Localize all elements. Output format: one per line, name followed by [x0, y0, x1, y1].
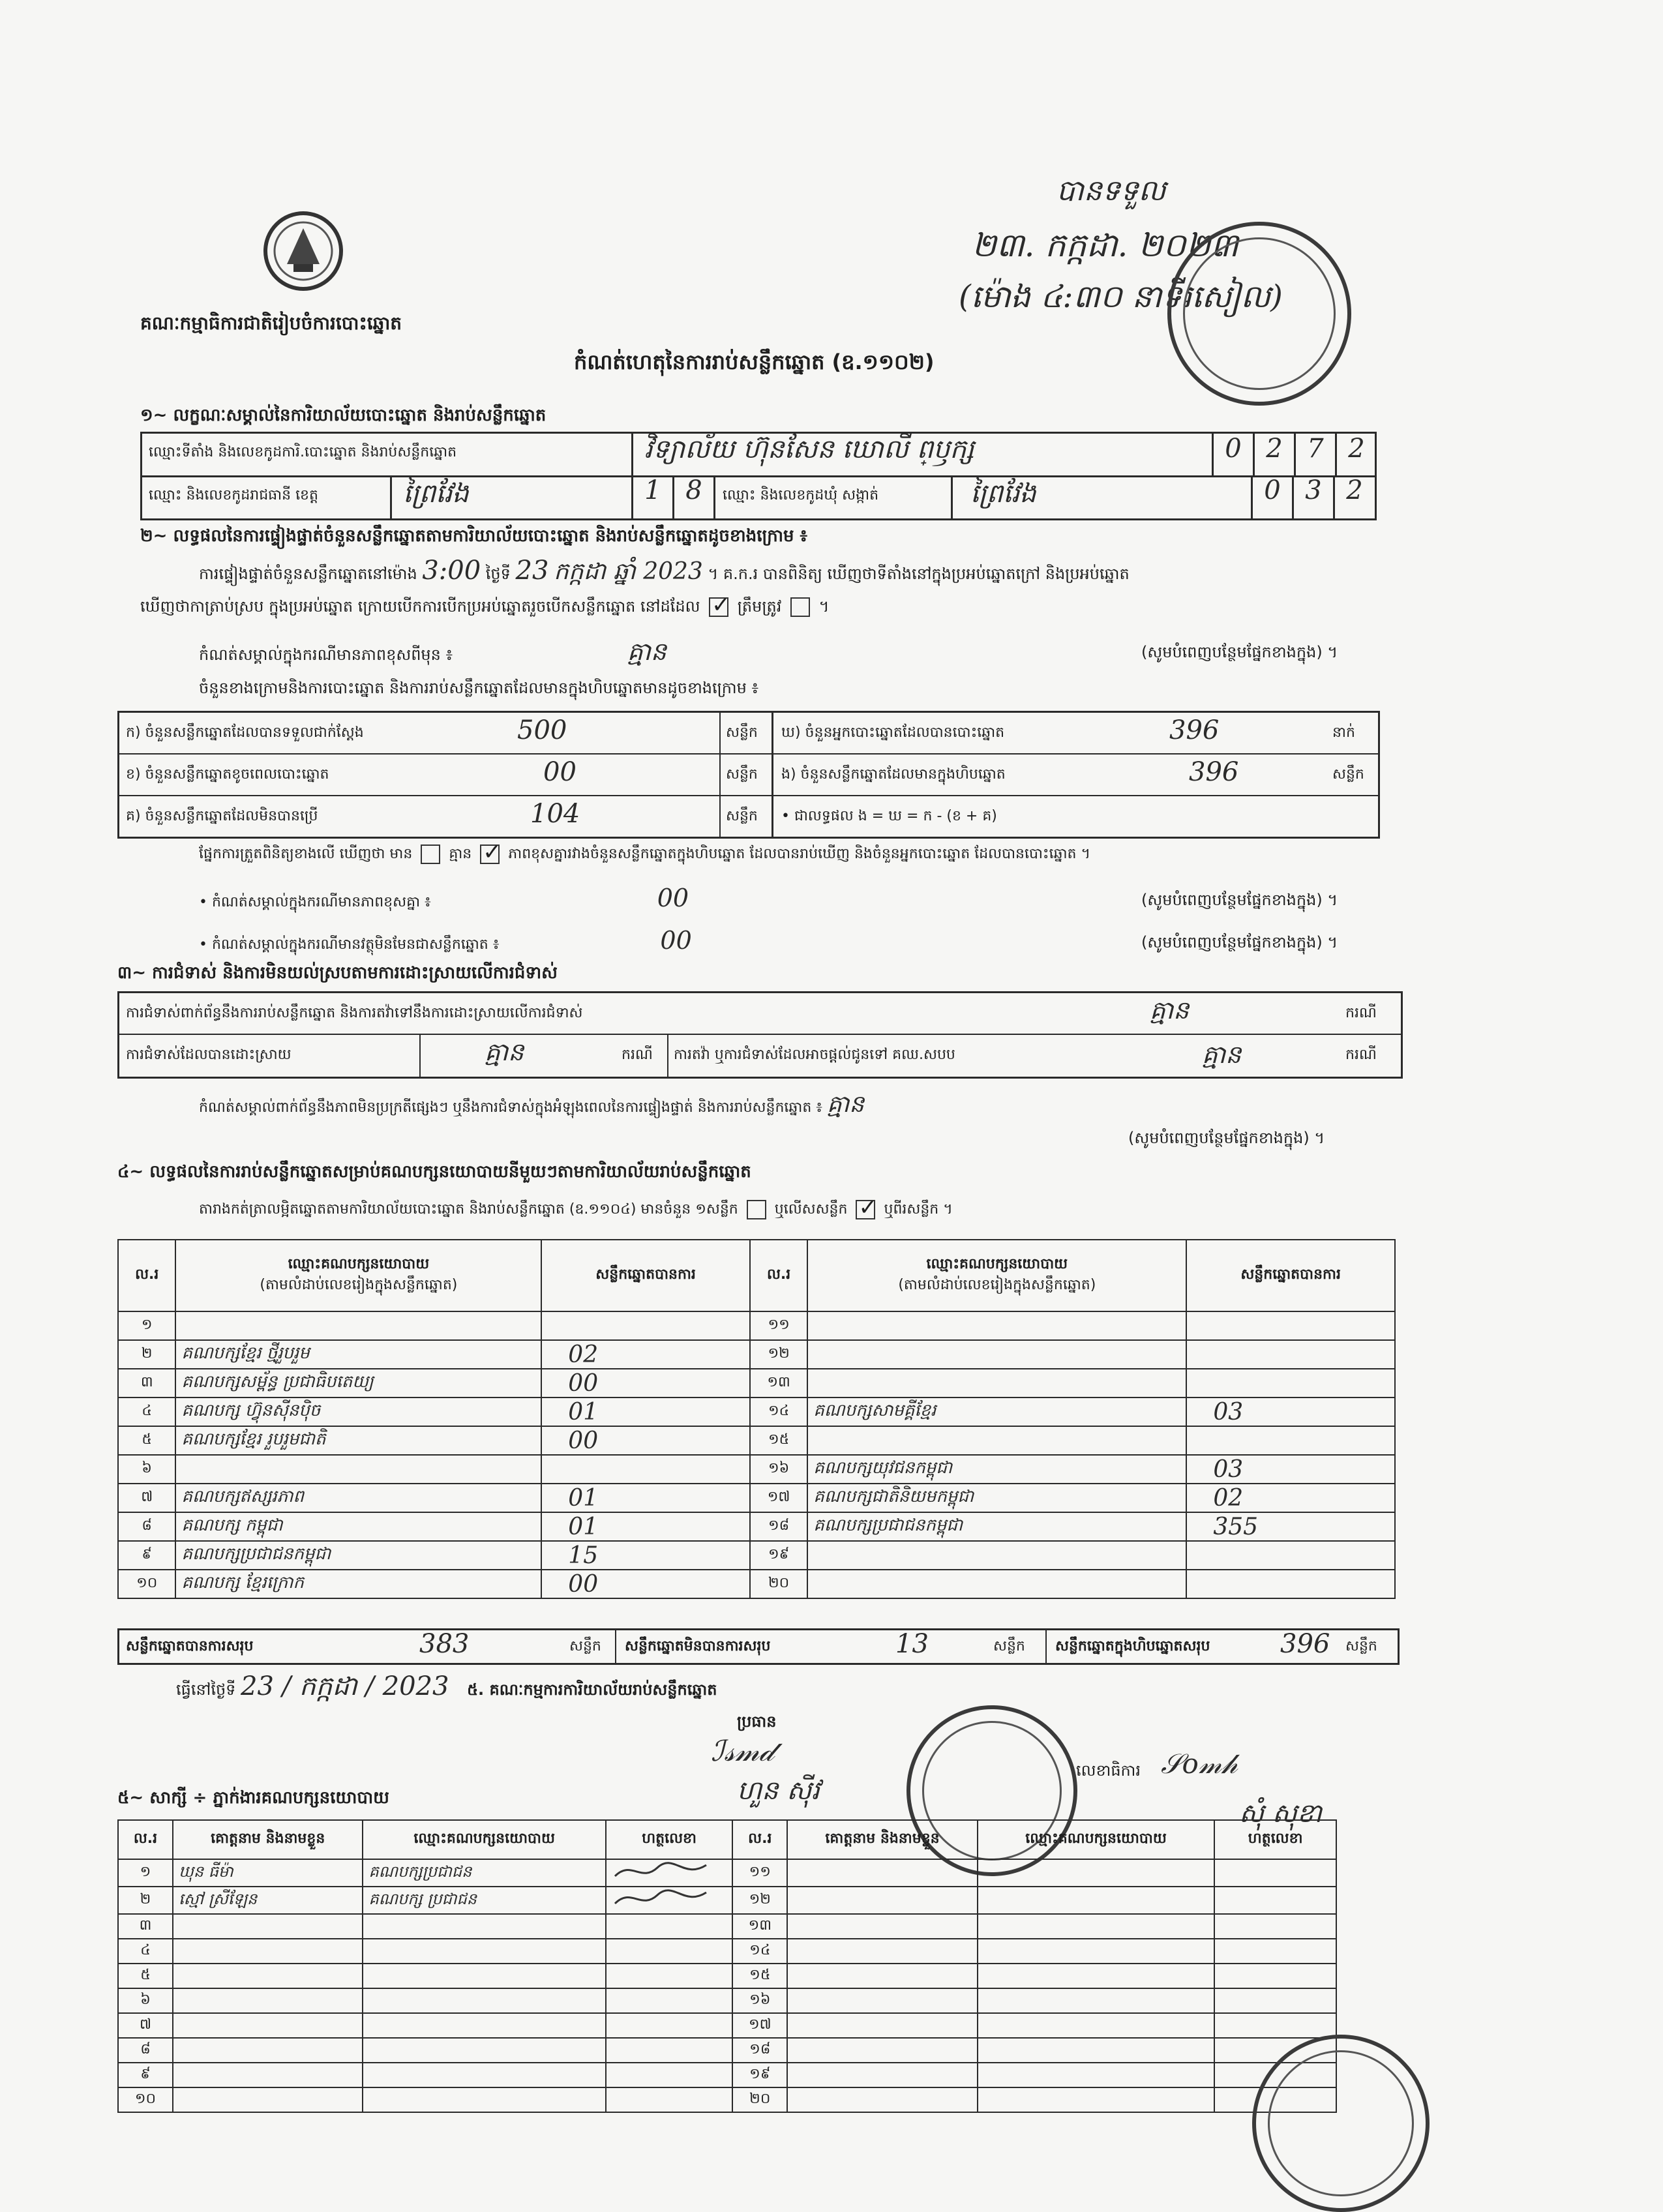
result-no: ៨ — [118, 1512, 175, 1541]
total-box-label: សន្លឹកឆ្នោតក្នុងហិបឆ្នោតសរុប — [1055, 1638, 1210, 1654]
col-party-right: ឈ្មោះគណបក្សនយោបាយ (តាមលំដាប់លេខរៀងក្នុងសន្លឹកឆ្នោត) — [807, 1240, 1186, 1311]
result-no: ១០ — [118, 1570, 175, 1598]
result-votes: 01 — [541, 1484, 750, 1512]
irregularity-note-value: គ្មាន — [826, 1091, 865, 1118]
table-row — [118, 1939, 1336, 1964]
result-no: ១៩ — [750, 1541, 807, 1570]
table-row — [118, 1426, 1395, 1455]
unused-ballots-value: 104 — [530, 799, 580, 829]
witness-signature — [606, 1859, 732, 1887]
witness-name — [787, 1939, 977, 1964]
result-votes: 355 — [1186, 1512, 1395, 1541]
forwarded-value: គ្មាន — [1202, 1040, 1242, 1069]
changed-checkbox[interactable] — [790, 597, 810, 617]
irregularity-note-suffix: (សូមបំពេញបន្ថែមផ្នែកខាងក្នុង) ។ — [1128, 1129, 1325, 1147]
witness-no: ១៣ — [732, 1914, 787, 1939]
result-no: ១ — [118, 1311, 175, 1340]
table-row — [118, 1988, 1336, 2013]
witness-name — [173, 1914, 363, 1939]
witness-col-sign-right: ហត្ថលេខា — [1214, 1820, 1336, 1859]
result-party — [807, 1541, 1186, 1570]
detail-sheet-line: តារាងកត់ត្រាលម្អិតឆ្នោតតាមការិយាល័យបោះឆ្នោត និងរាប់សន្លឹកឆ្នោត (ឧ.១១០៤) មានចំនួន ១សន្លឹក ឬលើសសន្លឹក ✓ ឬពីរសន្លឹក ។ — [199, 1200, 953, 1221]
nec-logo — [261, 202, 346, 300]
totals-row — [117, 1628, 1400, 1665]
witness-party — [363, 1939, 605, 1964]
date-line: ធ្វើនៅថ្ងៃទី 23 / កក្កដា / 2023 ៥. គណៈកម្មការការិយាល័យរាប់សន្លឹកឆ្នោត — [176, 1671, 717, 1701]
commune-code-1: 0 — [1251, 475, 1292, 518]
diff-note-line: • កំណត់សម្គាល់ក្នុងករណីមានភាពខុសគ្នា ៖ 00 — [199, 884, 689, 912]
result-party — [807, 1570, 1186, 1598]
result-no: ១៧ — [750, 1484, 807, 1512]
total-valid-label: សន្លឹកឆ្នោតបានការសរុប — [126, 1638, 254, 1654]
difference-note-value: គ្មាន — [627, 637, 667, 666]
result-votes — [1186, 1426, 1395, 1455]
verification-day: 23 — [515, 556, 549, 586]
result-votes: 03 — [1186, 1455, 1395, 1484]
table-row — [118, 1512, 1395, 1541]
result-votes: 01 — [541, 1397, 750, 1426]
irregularity-note-line: កំណត់សម្គាល់ពាក់ព័ន្ធនឹងភាពមិនប្រក្រតីផ្សេងៗ ឬនឹងការជំទាស់ក្នុងអំឡុងពេលនៃការផ្ទៀងផ្ទាត់ និងការរាប់សន្លឹកឆ្នោត ៖ គ្មាន — [199, 1091, 865, 1118]
witness-party — [978, 1964, 1215, 1988]
official-stamp-bottom — [1252, 2035, 1430, 2212]
found-note-value: 00 — [660, 926, 692, 955]
unused-ballots-label: គ) ចំនួនសន្លឹកឆ្នោតដែលមិនបានប្រើ — [126, 808, 318, 824]
forwarded-cases: ករណី — [1345, 1047, 1377, 1063]
received-time: (ម៉ោង ៤:៣០ នាទីរសៀល) — [959, 278, 1283, 315]
witness-no: ១៧ — [732, 2013, 787, 2038]
verification-line-2: ឃើញថាកាត្រាប់ស្រប ក្នុងប្រអប់ឆ្នោត ក្រោយបើកការបើកប្រអប់ឆ្នោតរួចបើកសន្លឹកឆ្នោត នៅដដែល ✓ ត្រឹមត្រូវ ។ — [140, 597, 829, 620]
table-row — [118, 1914, 1336, 1939]
chair-signature: ℐ𝓈𝓂𝒹 — [711, 1735, 774, 1768]
witness-no: ៤ — [118, 1939, 173, 1964]
result-votes: 15 — [541, 1541, 750, 1570]
result-no: ១៦ — [750, 1455, 807, 1484]
witness-party — [978, 2063, 1215, 2087]
ballots-in-box-unit: សន្លឹក — [1332, 766, 1364, 783]
witness-col-no-right: ល.រ — [732, 1820, 787, 1859]
result-no: ១២ — [750, 1340, 807, 1369]
witness-no: ១៥ — [732, 1964, 787, 1988]
table-row — [118, 1311, 1395, 1340]
witness-signature — [606, 1914, 732, 1939]
resolved-label: ការជំទាស់ដែលបានដោះស្រាយ — [126, 1047, 292, 1063]
result-party: គណបក្សឥស្សរភាព — [175, 1484, 541, 1512]
formula: • ជាលទ្ធផល ង = ឃ = ក - (ខ + គ) — [781, 808, 997, 824]
result-party: គណបក្សខ្មែរ រួបរួមជាតិ — [175, 1426, 541, 1455]
witness-table — [117, 1819, 1337, 2113]
witness-signature — [1214, 2013, 1336, 2038]
result-party — [807, 1426, 1186, 1455]
witness-signature — [1214, 1988, 1336, 2013]
witness-no: ១២ — [732, 1887, 787, 1914]
witness-party — [363, 2038, 605, 2063]
witness-no: ១៨ — [732, 2038, 787, 2063]
witness-signature — [606, 1939, 732, 1964]
spoiled-ballots-unit: សន្លឹក — [726, 766, 758, 783]
result-party — [807, 1369, 1186, 1397]
table-row — [118, 1484, 1395, 1512]
section2-heading: ២~ លទ្ធផលនៃការផ្ទៀងផ្ទាត់ចំនួនសន្លឹកឆ្នោតតាមការិយាល័យបោះឆ្នោត និងរាប់សន្លឹកឆ្នោតដូចខាងក្រោម ៖ — [140, 526, 807, 546]
col-no-right: ល.រ — [750, 1240, 807, 1311]
discrepancy-line: ផ្នែកការត្រួតពិនិត្យខាងលើ ឃើញថា មាន គ្មាន ✓ ភាពខុសគ្នារវាងចំនួនសន្លឹកឆ្នោតក្នុងហិបឆ្នោត ដែលបានរាប់ឃើញ និងចំនួនអ្នកបោះឆ្នោត ដែលបានបោះឆ្នោត ។ — [199, 844, 1090, 865]
col-no-left: ល.រ — [118, 1240, 175, 1311]
witness-no: ១៦ — [732, 1988, 787, 2013]
witness-no: ១១ — [732, 1859, 787, 1887]
witness-signature — [606, 2038, 732, 2063]
witness-party — [363, 1964, 605, 1988]
witness-party — [978, 1859, 1215, 1887]
secretary-name: សុំ សុខា — [1239, 1799, 1322, 1829]
result-party: គណបក្សខ្មែរ ថ្មីរួបរួម — [175, 1340, 541, 1369]
date-value: 23 / កក្កដា / 2023 — [241, 1671, 449, 1701]
witness-no: ៩ — [118, 2063, 173, 2087]
witness-party — [978, 1988, 1215, 2013]
result-votes: 00 — [541, 1426, 750, 1455]
witness-name — [787, 2087, 977, 2112]
witness-party: គណបក្ស ប្រជាជន — [363, 1887, 605, 1914]
witness-signature — [1214, 1939, 1336, 1964]
commune-name: ព្រៃវែង — [970, 479, 1036, 509]
total-valid-unit: សន្លឹក — [569, 1638, 601, 1654]
table-row — [118, 2087, 1336, 2112]
result-party — [807, 1340, 1186, 1369]
witness-no: ២០ — [732, 2087, 787, 2112]
difference-note-line: កំណត់សម្គាល់ក្នុងករណីមានភាពខុសពីមុន ៖ គ្មាន — [199, 637, 667, 666]
objections-label: ការជំទាស់ពាក់ព័ន្ធនឹងការរាប់សន្លឹកឆ្នោត និងការតវ៉ាទៅនឹងការដោះស្រាយលើការជំទាស់ — [126, 1005, 583, 1021]
table-row — [118, 1541, 1395, 1570]
difference-note-suffix: (សូមបំពេញបន្ថែមផ្នែកខាងក្នុង) ។ — [1141, 643, 1338, 661]
one-sheet-checkbox[interactable] — [747, 1200, 766, 1219]
witness-name — [787, 1887, 977, 1914]
witness-signature — [1214, 1964, 1336, 1988]
table-row — [118, 2063, 1336, 2087]
witness-name — [787, 2038, 977, 2063]
witness-no: ១០ — [118, 2087, 173, 2112]
witness-name — [787, 1859, 977, 1887]
ballot-count-table — [117, 711, 1380, 839]
result-party: គណបក្ស ខ្មែរក្រោក — [175, 1570, 541, 1598]
verification-time: 3:00 — [422, 556, 481, 586]
result-party: គណបក្សសាមគ្គីខ្មែរ — [807, 1397, 1186, 1426]
found-note-suffix: (សូមបំពេញបន្ថែមផ្នែកខាងក្នុង) ។ — [1141, 933, 1338, 951]
result-votes: 03 — [1186, 1397, 1395, 1426]
witness-name: ស្មៅ ស្រីឡែន — [173, 1887, 363, 1914]
table-row — [118, 1964, 1336, 1988]
secretary-signature: 𝒮𝑜𝓂𝒽 — [1161, 1748, 1238, 1780]
station-code: 0 2 7 2 — [1212, 434, 1376, 475]
witness-no: ៦ — [118, 1988, 173, 2013]
witness-signature — [606, 1964, 732, 1988]
witness-party — [363, 1914, 605, 1939]
witness-col-party-right: ឈ្មោះគណបក្សនយោបាយ — [978, 1820, 1215, 1859]
witness-col-no-left: ល.រ — [118, 1820, 173, 1859]
voters-unit: នាក់ — [1332, 725, 1355, 741]
witness-name — [173, 2038, 363, 2063]
witness-no: ៣ — [118, 1914, 173, 1939]
table-row — [118, 2038, 1336, 2063]
witness-party: គណបក្សប្រជាជន — [363, 1859, 605, 1887]
district-label: ឈ្មោះ និងលេខកូដរាជធានី ខេត្ត — [149, 487, 318, 503]
received-ballots-label: ក) ចំនួនសន្លឹកឆ្នោតដែលបានទទួលជាក់ស្ដែង — [126, 725, 364, 741]
result-party — [175, 1311, 541, 1340]
objections-value: គ្មាន — [1150, 996, 1190, 1024]
witness-no: ១៤ — [732, 1939, 787, 1964]
witness-no: ២ — [118, 1887, 173, 1914]
witness-name — [787, 2063, 977, 2087]
result-no: ១៨ — [750, 1512, 807, 1541]
station-label: ឈ្មោះទីតាំង និងលេខកូដការិ.បោះឆ្នោត និងរាប់សន្លឹកឆ្នោត — [149, 444, 457, 460]
commune-code-2: 3 — [1292, 475, 1333, 518]
organization-name: គណៈកម្មាធិការជាតិរៀបចំការបោះឆ្នោត — [140, 312, 402, 334]
table-row — [118, 1397, 1395, 1426]
witness-col-name-right: គោត្តនាម និងនាមខ្លួន — [787, 1820, 977, 1859]
spoiled-ballots-value: 00 — [543, 757, 577, 787]
total-box-unit: សន្លឹក — [1345, 1638, 1377, 1654]
result-party — [175, 1455, 541, 1484]
total-valid-value: 383 — [419, 1629, 470, 1659]
official-stamp-top — [1167, 222, 1351, 406]
result-no: ១១ — [750, 1311, 807, 1340]
district-name: ព្រៃវែង — [403, 479, 469, 509]
results-table — [117, 1239, 1396, 1599]
result-no: ៧ — [118, 1484, 175, 1512]
result-no: ៤ — [118, 1397, 175, 1426]
witness-no: ១ — [118, 1859, 173, 1887]
witness-party — [978, 1914, 1215, 1939]
ballots-in-box-value: 396 — [1189, 757, 1239, 787]
voters-value: 396 — [1169, 715, 1220, 745]
result-no: ២ — [118, 1340, 175, 1369]
verification-month-year: កក្កដា ឆ្នាំ 2023 — [554, 558, 703, 585]
discrepancy-yes-checkbox[interactable] — [421, 844, 440, 864]
result-no: ៥ — [118, 1426, 175, 1455]
objections-cases: ករណី — [1345, 1005, 1377, 1021]
result-party: គណបក្សជាតិនិយមកម្ពុជា — [807, 1484, 1186, 1512]
section1-heading: ១~ លក្ខណៈសម្គាល់នៃការិយាល័យបោះឆ្នោត និងរាប់សន្លឹកឆ្នោត — [140, 406, 547, 425]
witness-party — [978, 1887, 1215, 1914]
witness-signature-mark — [612, 1887, 710, 1909]
commune-label: ឈ្មោះ និងលេខកូដឃុំ សង្កាត់ — [723, 487, 879, 503]
voters-label: ឃ) ចំនួនអ្នកបោះឆ្នោតដែលបានបោះឆ្នោត — [781, 725, 1005, 741]
witness-party — [978, 2013, 1215, 2038]
section5-heading: ៥~ សាក្សី ÷ ភ្នាក់ងារគណបក្សនយោបាយ — [117, 1788, 389, 1808]
section1-table — [140, 432, 1377, 520]
table-row — [118, 1859, 1336, 1887]
witness-name — [173, 2013, 363, 2038]
table-row — [118, 1570, 1395, 1598]
result-no: ១៣ — [750, 1369, 807, 1397]
secretary-label: លេខាធិការ — [1076, 1761, 1141, 1780]
chair-label: ប្រធាន — [737, 1712, 777, 1731]
witness-signature-mark — [612, 1860, 710, 1882]
received-ballots-unit: សន្លឹក — [726, 725, 758, 741]
district-code-1: 1 — [631, 475, 672, 518]
witness-name — [173, 1964, 363, 1988]
witness-signature — [1214, 1859, 1336, 1887]
result-votes — [1186, 1311, 1395, 1340]
count-intro: ចំនួនខាងក្រោមនិងការបោះឆ្នោត និងការរាប់សន្លឹកឆ្នោតដែលមានក្នុងហិបឆ្នោតមានដូចខាងក្រោម ៖ — [199, 679, 759, 697]
witness-signature — [1214, 1914, 1336, 1939]
witness-no: ១៩ — [732, 2063, 787, 2087]
discrepancy-no-checkbox[interactable] — [480, 844, 500, 864]
witness-name — [173, 1988, 363, 2013]
result-no: ៦ — [118, 1455, 175, 1484]
witness-col-sign-left: ហត្ថលេខា — [606, 1820, 732, 1859]
result-votes: 00 — [541, 1369, 750, 1397]
result-votes: 02 — [541, 1340, 750, 1369]
result-votes — [1186, 1570, 1395, 1598]
result-votes — [1186, 1541, 1395, 1570]
witness-signature — [606, 1887, 732, 1914]
witness-no: ៥ — [118, 1964, 173, 1988]
witness-name: ឃុន ធីម៉ា — [173, 1859, 363, 1887]
section4-heading: ៤~ លទ្ធផលនៃការរាប់សន្លឹកឆ្នោតសម្រាប់គណបក្សនយោបាយនីមួយៗតាមការិយាល័យរាប់សន្លឹកឆ្នោត — [117, 1162, 751, 1182]
result-party: គណបក្ស កម្ពុជា — [175, 1512, 541, 1541]
result-party — [807, 1311, 1186, 1340]
unused-ballots-unit: សន្លឹក — [726, 808, 758, 824]
two-sheets-checkbox[interactable] — [856, 1200, 875, 1219]
witness-name — [787, 2013, 977, 2038]
total-invalid-value: 13 — [895, 1629, 929, 1659]
witness-name — [787, 1914, 977, 1939]
witness-party — [363, 2087, 605, 2112]
objections-table — [117, 991, 1403, 1079]
witness-no: ៨ — [118, 2038, 173, 2063]
result-party: គណបក្សសម្ព័ន្ធ ប្រជាធិបតេយ្យ — [175, 1369, 541, 1397]
witness-signature — [606, 2063, 732, 2087]
witness-signature — [606, 2087, 732, 2112]
table-row — [118, 1455, 1395, 1484]
result-votes: 00 — [541, 1570, 750, 1598]
result-votes — [541, 1311, 750, 1340]
received-label: បានទទួល — [1056, 174, 1166, 207]
chair-name: ហួន ស៊ីវ — [737, 1776, 820, 1806]
witness-party — [978, 1939, 1215, 1964]
result-no: ៩ — [118, 1541, 175, 1570]
forwarded-label: ការតវ៉ា ឬការជំទាស់ដែលអាចផ្ដល់ជូនទៅ គឈ.សបប — [674, 1047, 955, 1063]
table-row — [118, 2013, 1336, 2038]
total-box-value: 396 — [1280, 1629, 1330, 1659]
section3-heading: ៣~ ការជំទាស់ និងការមិនយល់ស្របតាមការដោះស្រាយលើការជំទាស់ — [117, 963, 558, 983]
table-row — [118, 1369, 1395, 1397]
witness-no: ៧ — [118, 2013, 173, 2038]
station-name: វិទ្យាល័យ ហ៊ុនសែន ឃោលី ព្ឫក្ស — [644, 434, 974, 464]
col-votes-right: សន្លឹកឆ្នោតបានការ — [1186, 1240, 1395, 1311]
result-no: ១៤ — [750, 1397, 807, 1426]
witness-signature — [606, 2013, 732, 2038]
col-party-left: ឈ្មោះគណបក្សនយោបាយ (តាមលំដាប់លេខរៀងក្នុងសន្លឹកឆ្នោត) — [175, 1240, 541, 1311]
diff-note-suffix: (សូមបំពេញបន្ថែមផ្នែកខាងក្នុង) ។ — [1141, 891, 1338, 909]
result-no: ១៥ — [750, 1426, 807, 1455]
result-party: គណបក្សប្រជាជនកម្ពុជា — [807, 1512, 1186, 1541]
witness-name — [787, 1988, 977, 2013]
result-votes — [541, 1455, 750, 1484]
witness-party — [363, 2013, 605, 2038]
ballots-in-box-label: ង) ចំនួនសន្លឹកឆ្នោតដែលមានក្នុងហិបឆ្នោត — [781, 766, 1006, 783]
witness-col-party-left: ឈ្មោះគណបក្សនយោបាយ — [363, 1820, 605, 1859]
table-row — [118, 1340, 1395, 1369]
witness-name — [173, 2087, 363, 2112]
result-no: ៣ — [118, 1369, 175, 1397]
col-votes-left: សន្លឹកឆ្នោតបានការ — [541, 1240, 750, 1311]
table-row — [118, 1887, 1336, 1914]
received-date: ២៣. កក្កដា. ២០២៣ — [972, 226, 1239, 264]
total-invalid-unit: សន្លឹក — [993, 1638, 1025, 1654]
form-title: កំណត់ហេតុនៃការរាប់សន្លឹកឆ្នោត (ឧ.១១០២) — [574, 350, 935, 374]
district-code-2: 8 — [672, 475, 715, 518]
witness-party — [978, 2038, 1215, 2063]
spoiled-ballots-label: ខ) ចំនួនសន្លឹកឆ្នោតខូចពេលបោះឆ្នោត — [126, 766, 329, 783]
resolved-value: គ្មាន — [485, 1038, 524, 1066]
verification-time-line: ការផ្ទៀងផ្ទាត់ចំនួនសន្លឹកឆ្នោតនៅម៉ោង 3:00 ថ្ងៃទី 23 កក្កដា ឆ្នាំ 2023 ។ គ.ក.រ បានពិនិត្យ ឃើញថាទីតាំងនៅក្នុងប្រអប់ឆ្នោតក្រៅ និងប្រអប់ឆ្នោត — [199, 556, 1130, 586]
witness-signature — [1214, 1887, 1336, 1914]
diff-note-value: 00 — [657, 884, 689, 912]
result-party: គណបក្ស ហ៊្វុនស៊ីនប៉ិច — [175, 1397, 541, 1426]
witness-party — [363, 2063, 605, 2087]
result-votes: 01 — [541, 1512, 750, 1541]
resolved-cases: ករណី — [622, 1047, 653, 1063]
witness-col-name-left: គោត្តនាម និងនាមខ្លួន — [173, 1820, 363, 1859]
result-votes — [1186, 1340, 1395, 1369]
result-party: គណបក្សប្រជាជនកម្ពុជា — [175, 1541, 541, 1570]
commune-code-3: 2 — [1333, 475, 1374, 518]
result-votes: 02 — [1186, 1484, 1395, 1512]
witness-party — [978, 2087, 1215, 2112]
witness-party — [363, 1988, 605, 2013]
witness-signature — [606, 1988, 732, 2013]
result-votes — [1186, 1369, 1395, 1397]
witness-name — [173, 1939, 363, 1964]
result-no: ២០ — [750, 1570, 807, 1598]
received-ballots-value: 500 — [517, 715, 567, 745]
found-note-line: • កំណត់សម្គាល់ក្នុងករណីមានវត្ថុមិនមែនជាសន្លឹកឆ្នោត ៖ 00 — [199, 926, 692, 955]
unchanged-checkbox[interactable] — [709, 597, 728, 617]
witness-name — [173, 2063, 363, 2087]
witness-name — [787, 1964, 977, 1988]
total-invalid-label: សន្លឹកឆ្នោតមិនបានការសរុប — [625, 1638, 771, 1654]
result-party: គណបក្សយុវជនកម្ពុជា — [807, 1455, 1186, 1484]
